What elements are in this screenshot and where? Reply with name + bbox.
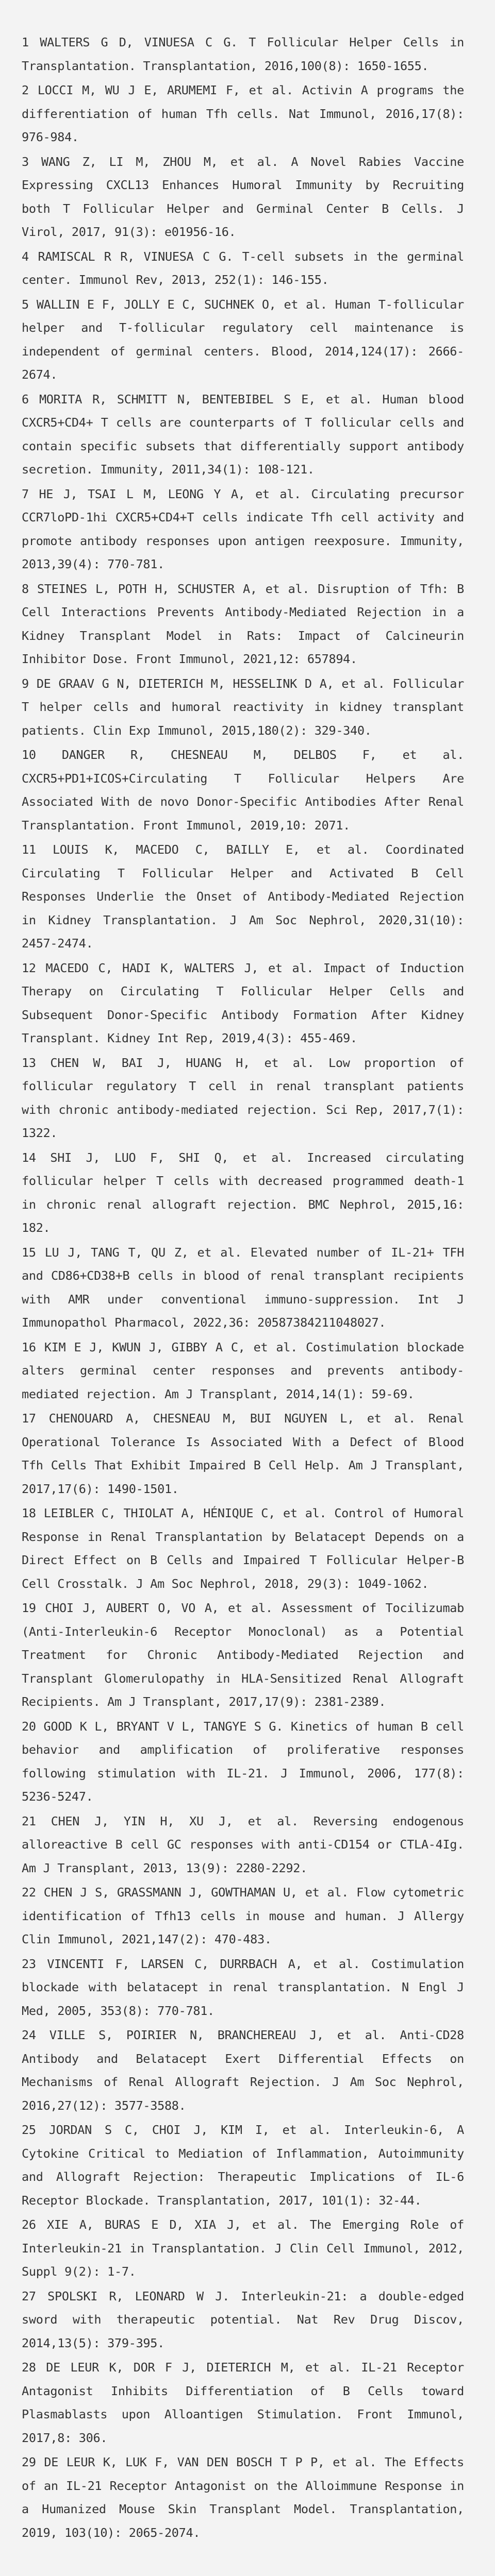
reference-text: LOCCI M, WU J E, ARUMEMI F, et al. Activin A programs the differentiation of human Tfh cells. Nat Immunol, 2016,17(8): 976-984. bbox=[22, 83, 464, 144]
reference-number: 9 bbox=[22, 676, 29, 691]
reference-item bbox=[22, 672, 464, 743]
reference-text: DE LEUR K, DOR F J, DIETERICH M, et al. IL-21 Receptor Antagonist Inhibits Differentiation of B Cells toward Plasmablasts upon Alloantigen Stimulation. Front Immunol, 2017,8: 306. bbox=[22, 2360, 464, 2445]
reference-text: CHOI J, AUBERT O, VO A, et al. Assessment of Tocilizumab (Anti-Interleukin-6 Receptor Monoclonal) as a Potential Treatment for Chronic Antibody-Mediated Rejection and Transplant Glomerulopathy in HLA-Sensitized Renal Allograft Recipients. Am J Transplant, 2017,17(9): 2381-2389. bbox=[22, 1601, 464, 1709]
reference-number: 15 bbox=[22, 1245, 36, 1260]
reference-text: CHEN W, BAI J, HUANG H, et al. Low proportion of follicular regulatory T cell in renal transplant patients with chronic antibody-mediated rejection. Sci Rep, 2017,7(1): 1322. bbox=[22, 1055, 464, 1140]
reference-number: 14 bbox=[22, 1150, 36, 1165]
reference-number: 19 bbox=[22, 1601, 36, 1615]
reference-text: STEINES L, POTH H, SCHUSTER A, et al. Disruption of Tfh: B Cell Interactions Prevents Antibody-Mediated Rejection in a Kidney Transplant Model in Rats: Impact of Calcineurin Inhibitor Dose. Front Immunol, 2021,12: 657894. bbox=[22, 581, 464, 666]
reference-item bbox=[22, 578, 464, 671]
reference-text: WALTERS G D, VINUESA C G. T Follicular Helper Cells in Transplantation. Transplantation, 2016,100(8): 1650-1655. bbox=[22, 35, 464, 73]
reference-text: DE LEUR K, LUK F, VAN DEN BOSCH T P P, et al. The Effects of an IL-21 Receptor Antagonist on the Alloimmune Response in a Humanized Mouse Skin Transplant Model. Transplantation, 2019, 103(10): 2065-2074. bbox=[22, 2455, 464, 2540]
reference-text: DE GRAAV G N, DIETERICH M, HESSELINK D A, et al. Follicular T helper cells and humoral reactivity in kidney transplant patients. Clin Exp Immunol, 2015,180(2): 329-340. bbox=[22, 676, 464, 738]
reference-text: GOOD K L, BRYANT V L, TANGYE S G. Kinetics of human B cell behavior and amplification of proliferative responses following stimulation with IL-21. J Immunol, 2006, 177(8): 5236-5247. bbox=[22, 1719, 464, 1804]
reference-text: XIE A, BURAS E D, XIA J, et al. The Emerging Role of Interleukin-21 in Transplantation. J Clin Cell Immunol, 2012, Suppl 9(2): 1-7. bbox=[22, 2217, 464, 2279]
reference-number: 17 bbox=[22, 1411, 36, 1426]
reference-number: 11 bbox=[22, 842, 36, 857]
reference-item bbox=[22, 1953, 464, 2023]
reference-number: 8 bbox=[22, 581, 29, 596]
reference-text: KIM E J, KWUN J, GIBBY A C, et al. Costimulation blockade alters germinal center responses and prevents antibody-mediated rejection. Am J Transplant, 2014,14(1): 59-69. bbox=[22, 1340, 464, 1401]
reference-item bbox=[22, 1502, 464, 1596]
reference-text: MACEDO C, HADI K, WALTERS J, et al. Impact of Induction Therapy on Circulating T Follicular Helper Cells and Subsequent Donor-Specific Antibody Formation After Kidney Transplant. Kidney Int Rep, 2019,4(3): 455-469. bbox=[22, 960, 464, 1045]
reference-number: 16 bbox=[22, 1340, 36, 1354]
reference-number: 2 bbox=[22, 83, 29, 97]
reference-text: WALLIN E F, JOLLY E C, SUCHNEK O, et al. Human T-follicular helper and T-follicular regulatory cell maintenance is independent of germinal centers. Blood, 2014,124(17): 2666-2674. bbox=[22, 297, 464, 382]
reference-text: VINCENTI F, LARSEN C, DURRBACH A, et al. Costimulation blockade with belatacept in renal transplantation. N Engl J Med, 2005, 353(8): 770-781. bbox=[22, 1956, 464, 2018]
reference-number: 26 bbox=[22, 2217, 36, 2232]
reference-text: SPOLSKI R, LEONARD W J. Interleukin-21: a double-edged sword with therapeutic potential. Nat Rev Drug Discov, 2014,13(5): 379-395. bbox=[22, 2289, 464, 2350]
reference-item bbox=[22, 2285, 464, 2355]
reference-item bbox=[22, 1715, 464, 1809]
reference-number: 22 bbox=[22, 1885, 36, 1900]
reference-item bbox=[22, 2119, 464, 2212]
reference-item bbox=[22, 1052, 464, 1145]
reference-text: MORITA R, SCHMITT N, BENTEBIBEL S E, et al. Human blood CXCR5+CD4+ T cells are counterparts of T follicular cells and contain specific subsets that differentially support antibody secretion. Immunity, 2011,34(1): 108-121. bbox=[22, 392, 464, 477]
reference-text: WANG Z, LI M, ZHOU M, et al. A Novel Rabies Vaccine Expressing CXCL13 Enhances Humoral Immunity by Recruiting both T Follicular Helper and Germinal Center B Cells. J Virol, 2017, 91(3): e01956-16. bbox=[22, 154, 464, 239]
reference-item bbox=[22, 1810, 464, 1880]
reference-number: 3 bbox=[22, 154, 29, 169]
reference-number: 7 bbox=[22, 486, 29, 501]
reference-text: VILLE S, POIRIER N, BRANCHEREAU J, et al. Anti-CD28 Antibody and Belatacept Exert Differential Effects on Mechanisms of Renal Allograft Rejection. J Am Soc Nephrol, 2016,27(12): 3577-3588. bbox=[22, 2028, 464, 2113]
reference-item bbox=[22, 2213, 464, 2284]
reference-number: 6 bbox=[22, 392, 29, 406]
reference-text: SHI J, LUO F, SHI Q, et al. Increased circulating follicular helper T cells with decreased programmed death-1 in chronic renal allograft rejection. BMC Nephrol, 2015,16: 182. bbox=[22, 1150, 464, 1235]
reference-text: CHEN J, YIN H, XU J, et al. Reversing endogenous alloreactive B cell GC responses with anti-CD154 or CTLA-4Ig. Am J Transplant, 2013, 13(9): 2280-2292. bbox=[22, 1814, 464, 1875]
reference-text: LOUIS K, MACEDO C, BAILLY E, et al. Coordinated Circulating T Follicular Helper and Activated B Cell Responses Underlie the Onset of Antibody-Mediated Rejection in Kidney Transplantation. J Am Soc Nephrol, 2020,31(10): 2457-2474. bbox=[22, 842, 464, 951]
reference-item bbox=[22, 388, 464, 482]
reference-number: 1 bbox=[22, 35, 29, 49]
reference-item bbox=[22, 743, 464, 837]
reference-text: CHENOUARD A, CHESNEAU M, BUI NGUYEN L, et al. Renal Operational Tolerance Is Associated With a Defect of Blood Tfh Cells That Exhibit Impaired B Cell Help. Am J Transplant, 2017,17(6): 1490-1501. bbox=[22, 1411, 464, 1496]
reference-item bbox=[22, 1881, 464, 1952]
reference-number: 24 bbox=[22, 2028, 36, 2042]
reference-number: 25 bbox=[22, 2123, 36, 2137]
reference-item bbox=[22, 483, 464, 577]
reference-text: DANGER R, CHESNEAU M, DELBOS F, et al. CXCR5+PD1+ICOS+Circulating T Follicular Helpers Are Associated With de novo Donor-Specific Antibodies After Renal Transplantation. Front Immunol, 2019,10: 2071. bbox=[22, 748, 464, 833]
reference-number: 28 bbox=[22, 2360, 36, 2375]
reference-number: 18 bbox=[22, 1506, 36, 1520]
reference-text: LEIBLER C, THIOLAT A, HÉNIQUE C, et al. Control of Humoral Response in Renal Transplantation by Belatacept Depends on a Direct Effect on B Cells and Impaired T Follicular Helper-B Cell Crosstalk. J Am Soc Nephrol, 2018, 29(3): 1049-1062. bbox=[22, 1506, 464, 1591]
reference-item bbox=[22, 1241, 464, 1335]
reference-item bbox=[22, 150, 464, 244]
reference-number: 21 bbox=[22, 1814, 36, 1828]
reference-text: RAMISCAL R R, VINUESA C G. T-cell subsets in the germinal center. Immunol Rev, 2013, 252(1): 146-155. bbox=[22, 249, 464, 287]
reference-number: 5 bbox=[22, 297, 29, 312]
reference-item bbox=[22, 1597, 464, 1714]
reference-number: 23 bbox=[22, 1956, 36, 1971]
reference-item bbox=[22, 838, 464, 956]
reference-number: 12 bbox=[22, 960, 36, 975]
reference-item bbox=[22, 1146, 464, 1240]
reference-item bbox=[22, 2024, 464, 2117]
reference-item bbox=[22, 2451, 464, 2545]
reference-number: 10 bbox=[22, 748, 36, 762]
reference-number: 13 bbox=[22, 1055, 36, 1070]
reference-text: CHEN J S, GRASSMANN J, GOWTHAMAN U, et al. Flow cytometric identification of Tfh13 cells in mouse and human. J Allergy Clin Immunol, 2021,147(2): 470-483. bbox=[22, 1885, 464, 1946]
reference-item bbox=[22, 1407, 464, 1501]
reference-number: 27 bbox=[22, 2289, 36, 2303]
reference-item bbox=[22, 293, 464, 387]
reference-item bbox=[22, 245, 464, 292]
reference-number: 4 bbox=[22, 249, 29, 264]
reference-text: LU J, TANG T, QU Z, et al. Elevated number of IL-21+ TFH and CD86+CD38+B cells in blood of renal transplant recipients with AMR under conventional immuno-suppression. Int J Immunopathol Pharmacol, 2022,36: 20587384211048027. bbox=[22, 1245, 464, 1330]
reference-item bbox=[22, 2356, 464, 2450]
reference-item bbox=[22, 79, 464, 149]
reference-item bbox=[22, 31, 464, 78]
reference-number: 20 bbox=[22, 1719, 36, 1734]
reference-text: JORDAN S C, CHOI J, KIM I, et al. Interleukin-6, A Cytokine Critical to Mediation of Inflammation, Autoimmunity and Allograft Rejection: Therapeutic Implications of IL-6 Receptor Blockade. Transplantation, 2017, 101(1): 32-44. bbox=[22, 2123, 464, 2208]
reference-number: 29 bbox=[22, 2455, 36, 2469]
reference-text: HE J, TSAI L M, LEONG Y A, et al. Circulating precursor CCR7loPD-1hi CXCR5+CD4+T cells indicate Tfh cell activity and promote antibody responses upon antigen reexposure. Immunity, 2013,39(4): 770-781. bbox=[22, 486, 464, 571]
reference-item bbox=[22, 1336, 464, 1406]
reference-item bbox=[22, 957, 464, 1050]
